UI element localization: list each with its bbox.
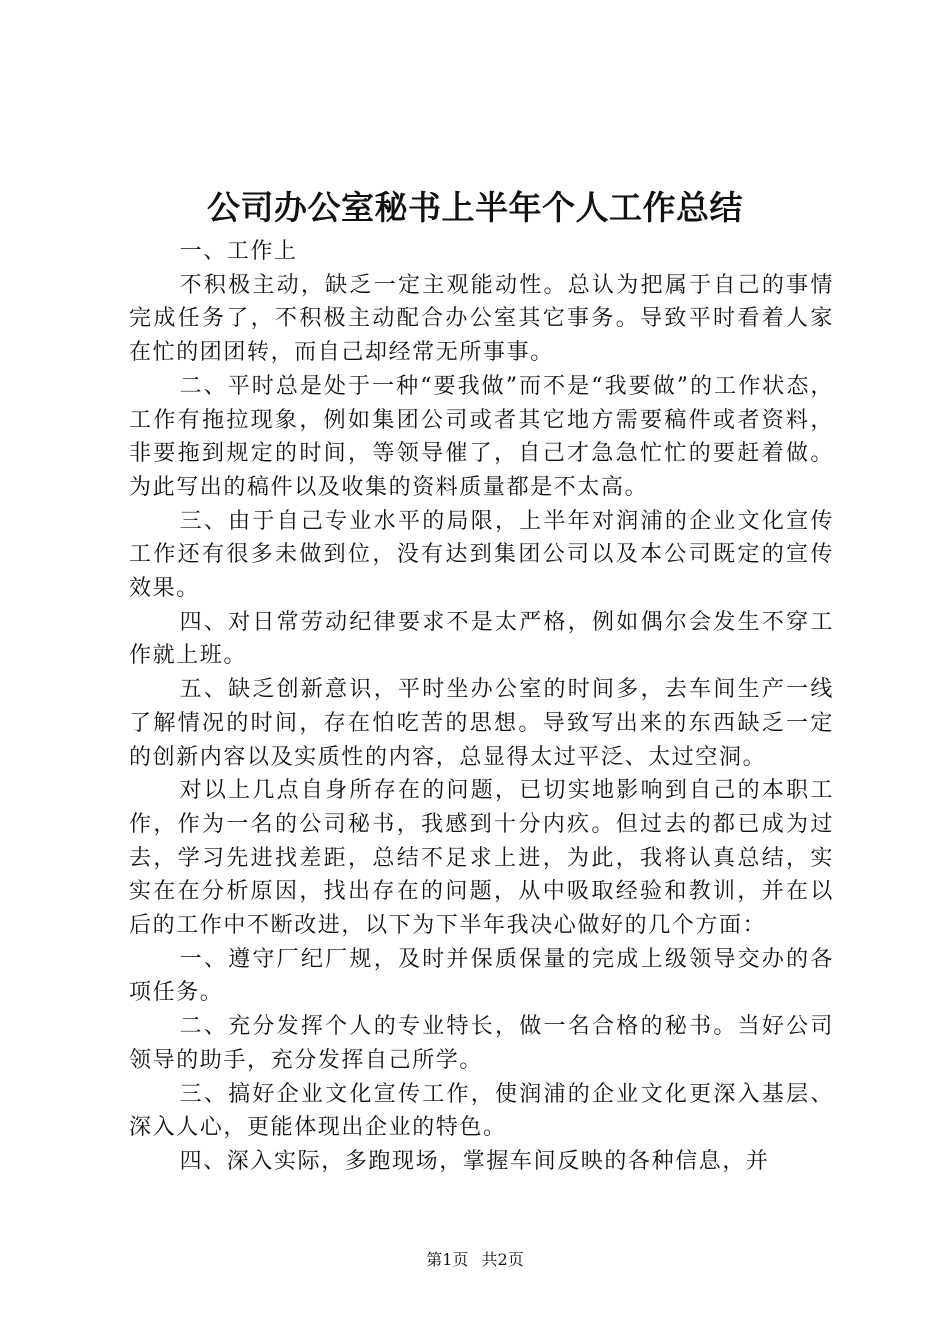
page-number: 第1页 (426, 1250, 469, 1269)
page-total: 共2页 (481, 1250, 524, 1269)
document-title: 公司办公室秘书上半年个人工作总结 (207, 188, 743, 227)
paragraph: 三、由于自己专业水平的局限，上半年对润浦的企业文化宣传工作还有很多未做到位，没有达到集团公司以及本公司既定的宣传效果。 (129, 508, 834, 602)
paragraph: 二、平时总是处于一种“要我做”而不是“我要做”的工作状态，工作有拖拉现象，例如集团公司或者其它地方需要稿件或者资料，非要拖到规定的时间，等领导催了，自己才急急忙忙的要赶着做。为此写出的稿件以及收集的资料质量都是不太高。 (129, 373, 834, 500)
paragraph: 四、深入实际，多跑现场，掌握车间反映的各种信息，并 (179, 1148, 770, 1174)
paragraph: 一、工作上 (179, 239, 298, 264)
paragraph: 三、搞好企业文化宣传工作，使润浦的企业文化更深入基层、深入人心，更能体现出企业的特色。 (129, 1081, 834, 1141)
paragraph: 对以上几点自身所存在的问题，已切实地影响到自己的本职工作，作为一名的公司秘书，我感到十分内疚。但过去的都已成为过去，学习先进找差距，总结不足求上进，为此，我将认真总结，实实在在分析原因，找出存在的问题，从中吸取经验和教训，并在以后的工作中不断改进，以下为下半年我决心做好的几个方面： (129, 778, 834, 939)
paragraph: 四、对日常劳动纪律要求不是太严格，例如偶尔会发生不穿工作就上班。 (129, 609, 834, 669)
page-footer (0, 1248, 950, 1272)
paragraph: 二、充分发挥个人的专业特长，做一名合格的秘书。当好公司领导的助手，充分发挥自己所学。 (129, 1014, 834, 1073)
document-body (129, 235, 834, 1179)
paragraph: 不积极主动，缺乏一定主观能动性。总认为把属于自己的事情完成任务了，不积极主动配合办公室其它事务。导致平时看着人家在忙的团团转，而自己却经常无所事事。 (129, 272, 834, 366)
paragraph: 五、缺乏创新意识，平时坐办公室的时间多，去车间生产一线了解情况的时间，存在怕吃苦的思想。导致写出来的东西缺乏一定的创新内容以及实质性的内容，总显得太过平泛、太过空洞。 (129, 677, 834, 770)
paragraph: 一、遵守厂纪厂规，及时并保质保量的完成上级领导交办的各项任务。 (129, 946, 834, 1006)
